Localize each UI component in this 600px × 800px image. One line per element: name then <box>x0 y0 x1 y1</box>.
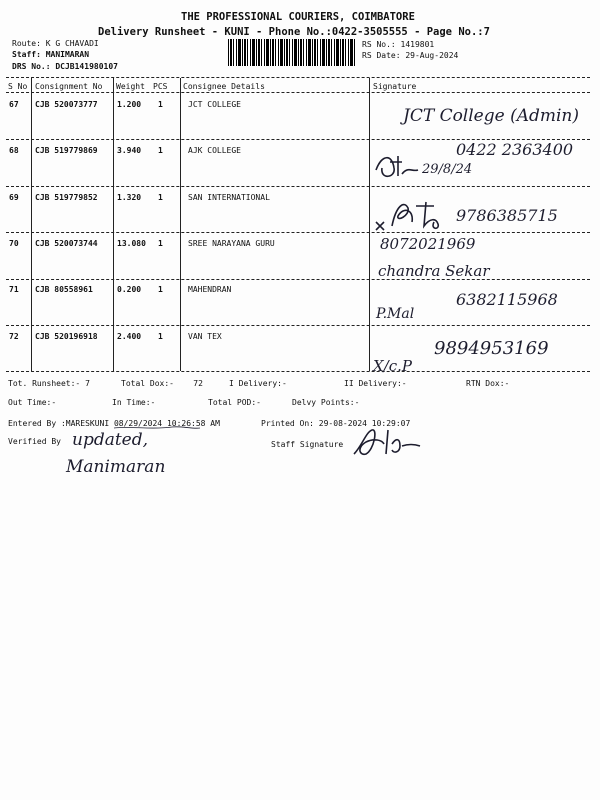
handwritten-note-jct: JCT College (Admin) <box>403 106 580 126</box>
row-pcs: 1 <box>158 100 163 109</box>
rs-date: RS Date: 29-Aug-2024 <box>362 51 459 60</box>
row-consignee: MAHENDRAN <box>188 285 232 294</box>
handwritten-name: P.Mal <box>376 306 415 322</box>
handwritten-phone: 6382115968 <box>456 290 558 309</box>
signature-scribble <box>372 150 422 182</box>
row-weight: 1.200 <box>117 100 142 109</box>
handwritten-verified-name: Manimaran <box>66 457 166 477</box>
staff-signature-label: Staff Signature <box>271 440 344 449</box>
row-weight: 13.080 <box>117 239 146 248</box>
row-consignment: CJB 519779869 <box>35 146 98 155</box>
row-sno: 71 <box>9 285 19 294</box>
row-pcs: 1 <box>158 239 163 248</box>
row-weight: 3.940 <box>117 146 142 155</box>
runsheet-subtitle: Delivery Runsheet - KUNI - Phone No.:0422-3505555 - Page No.:7 <box>98 26 490 38</box>
total-runsheet: Tot. Runsheet:- 7 <box>8 379 90 388</box>
col-header-weight: Weight <box>116 82 145 91</box>
col-header-consignee: Consignee Details <box>183 82 265 91</box>
row-sno: 70 <box>9 239 19 248</box>
scan-mark <box>112 424 202 432</box>
handwritten-verified: updated, <box>72 430 149 450</box>
total-pod: Total POD:- <box>208 398 261 407</box>
row-consignment: CJB 80558961 <box>35 285 93 294</box>
handwritten-phone: 8072021969 <box>380 235 476 253</box>
row-consignee: JCT COLLEGE <box>188 100 241 109</box>
printed-on: Printed On: 29-08-2024 10:29:07 <box>261 419 411 428</box>
row-consignment: CJB 519779852 <box>35 193 98 202</box>
row-weight: 0.200 <box>117 285 142 294</box>
row-consignee: VAN TEX <box>188 332 222 341</box>
in-time: In Time:- <box>112 398 156 407</box>
handwritten-phone: 0422 2363400 <box>456 140 574 159</box>
route-label: Route: K G CHAVADI <box>12 39 99 48</box>
row-consignment: CJB 520196918 <box>35 332 98 341</box>
drs-number: DRS No.: DCJB141980107 <box>12 62 118 71</box>
row-sno: 68 <box>9 146 19 155</box>
row-pcs: 1 <box>158 332 163 341</box>
handwritten-phone: 9894953169 <box>434 338 549 359</box>
col-header-signature: Signature <box>373 82 417 91</box>
out-time: Out Time:- <box>8 398 57 407</box>
total-dox: Total Dox:- 72 <box>121 379 203 388</box>
staff-label: Staff: MANIMARAN <box>12 50 90 59</box>
row-weight: 1.320 <box>117 193 142 202</box>
verified-by-label: Verified By <box>8 437 61 446</box>
staff-signature <box>352 426 422 460</box>
row-consignee: AJK COLLEGE <box>188 146 241 155</box>
handwritten-signature: X/c.P <box>373 357 412 375</box>
row-consignment: CJB 520073744 <box>35 239 98 248</box>
entered-by: Entered By :MARESKUNI 08/29/2024 10:26:58 AM <box>8 419 220 428</box>
col-header-sno: S No <box>8 82 28 91</box>
rs-number: RS No.: 1419801 <box>362 40 435 49</box>
row-pcs: 1 <box>158 193 163 202</box>
row-consignment: CJB 520073777 <box>35 100 98 109</box>
delvy-points: Delvy Points:- <box>292 398 360 407</box>
i-delivery: I Delivery:- <box>229 379 287 388</box>
rtn-dox: RTN Dox:- <box>466 379 510 388</box>
handwritten-name: chandra Sekar <box>378 262 490 280</box>
row-pcs: 1 <box>158 285 163 294</box>
col-header-pcs: PCS <box>153 82 168 91</box>
row-consignee: SREE NARAYANA GURU <box>188 239 275 248</box>
row-consignee: SAN INTERNATIONAL <box>188 193 270 202</box>
signature-scribble <box>374 196 454 234</box>
row-sno: 72 <box>9 332 19 341</box>
row-weight: 2.400 <box>117 332 142 341</box>
row-sno: 69 <box>9 193 19 202</box>
row-sno: 67 <box>9 100 19 109</box>
company-name: THE PROFESSIONAL COURIERS, COIMBATORE <box>181 11 415 23</box>
handwritten-phone: 9786385715 <box>456 206 558 225</box>
ii-delivery: II Delivery:- <box>344 379 407 388</box>
col-header-consignment: Consignment No <box>35 82 103 91</box>
barcode <box>228 39 356 66</box>
handwritten-date: 29/8/24 <box>422 162 473 177</box>
row-pcs: 1 <box>158 146 163 155</box>
